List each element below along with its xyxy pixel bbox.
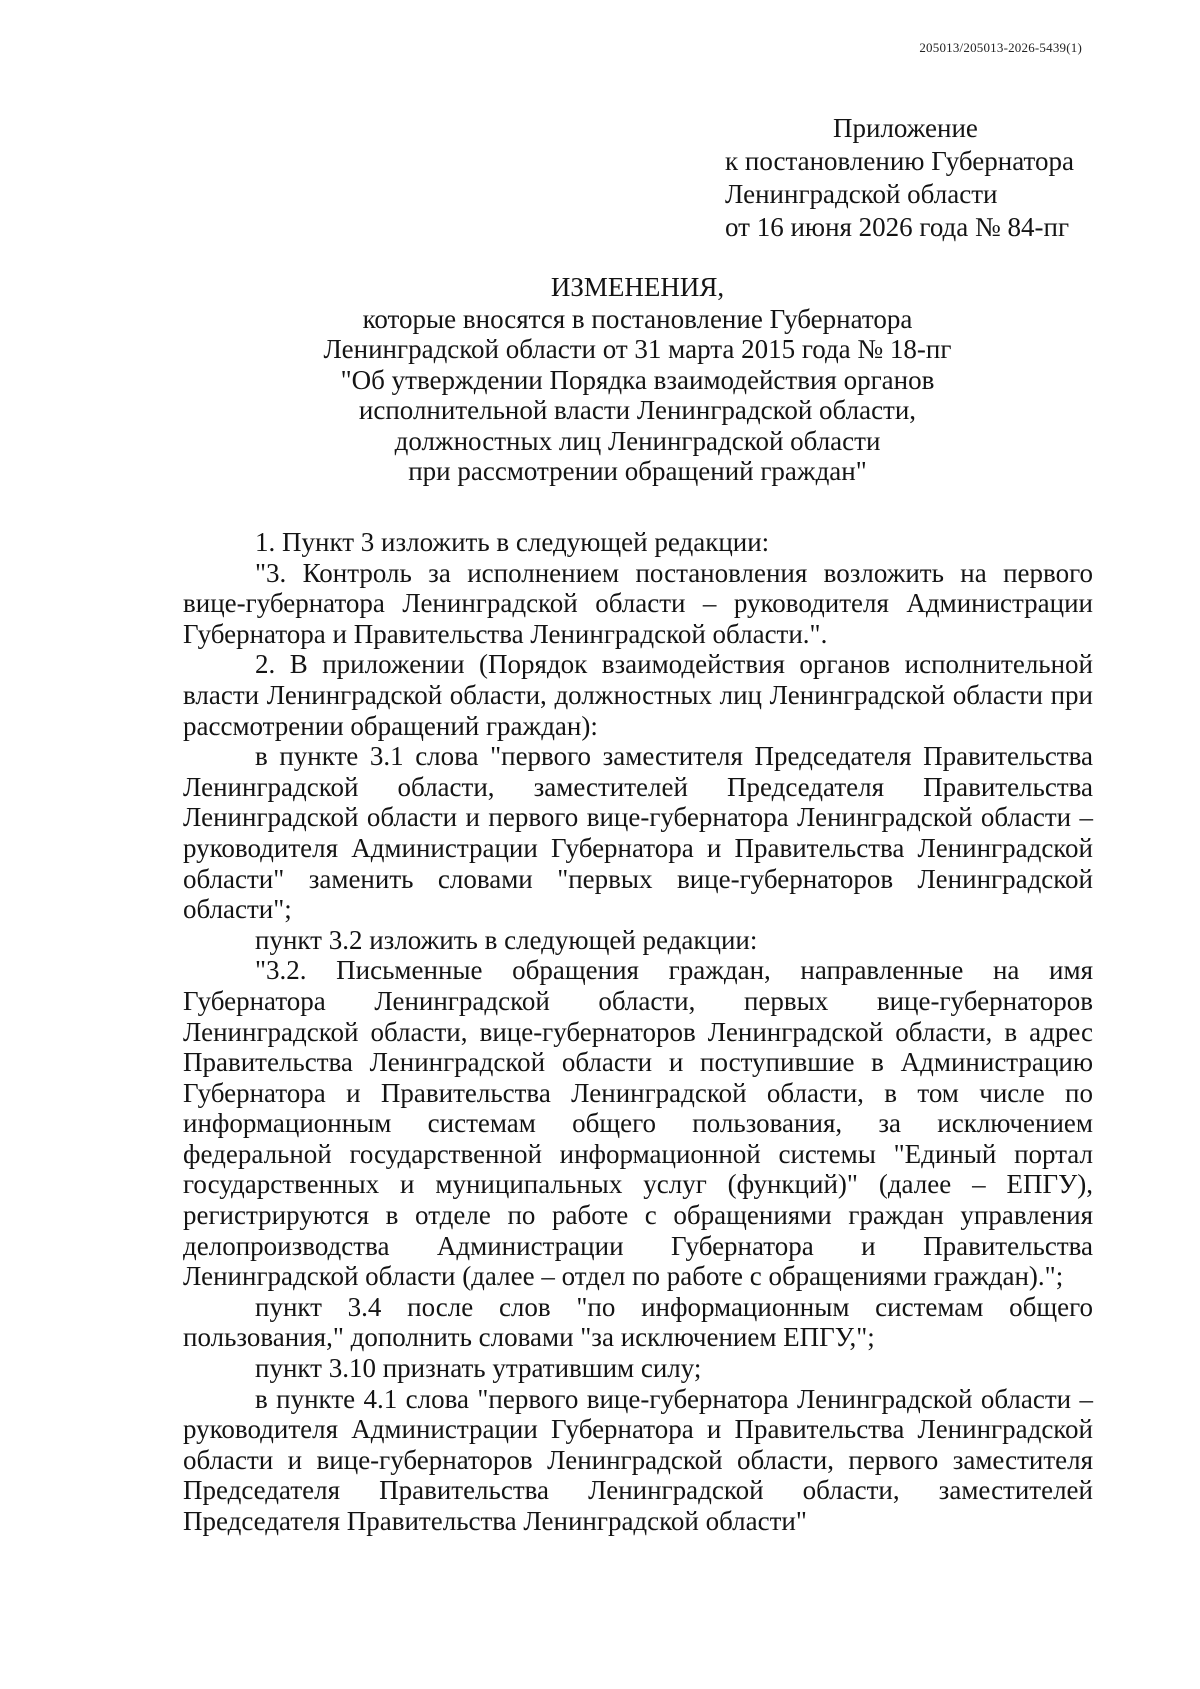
- body-paragraph: пункт 3.4 после слов "по информационным системам общего пользования," дополнить словами "за исключением ЕПГУ,";: [183, 1291, 1093, 1353]
- body-paragraph: "3. Контроль за исполнением постановления возложить на первого вице-губернатора Ленинградской области – руководителя Администрации Губернатора и Правительства Ленинградской области.".: [183, 557, 1093, 649]
- body-paragraph: 2. В приложении (Порядок взаимодействия органов исполнительной власти Ленинградской области, должностных лиц Ленинградской области при рассмотрении обращений граждан):: [183, 649, 1093, 741]
- title-subtitle-line: Ленинградской области от 31 марта 2015 года № 18-пг: [323, 334, 952, 364]
- title-subtitle-line: "Об утверждении Порядка взаимодействия органов: [340, 364, 935, 395]
- appendix-header: [725, 112, 1125, 244]
- body-paragraph: пункт 3.10 признать утратившим силу;: [255, 1353, 702, 1384]
- appendix-line: Приложение: [833, 113, 978, 143]
- title-heading: ИЗМЕНЕНИЯ,: [550, 272, 725, 302]
- body-paragraph: в пункте 3.1 слова "первого заместителя Председателя Правительства Ленинградской области, заместителей Председателя Правительства Ленинградской области и первого вице-губернатора Ленинградской области – руководителя Администрации Губернатора и Правительства Ленинградской области" заменить словами "первых вице-губернаторов Ленинградской области";: [183, 741, 1093, 925]
- title-subtitle-line: должностных лиц Ленинградской области: [394, 425, 881, 456]
- appendix-line: к постановлению Губернатора: [725, 146, 1074, 176]
- body-paragraph: "3.2. Письменные обращения граждан, направленные на имя Губернатора Ленинградской области, первых вице-губернаторов Ленинградской области, вице-губернаторов Ленинградской области, в адрес Правительства Ленинградской области и поступившие в Администрацию Губернатора и Правительства Ленинградской области, в том числе по информационным системам общего пользования, за исключением федеральной государственной информационной системы "Единый портал государственных и муниципальных услуг (функций)" (далее – ЕПГУ), регистрируются в отделе по работе с обращениями граждан управления делопроизводства Администрации Губернатора и Правительства Ленинградской области (далее – отдел по работе с обращениями граждан).";: [183, 955, 1093, 1292]
- appendix-line: от 16 июня 2026 года № 84-пг: [725, 212, 1070, 242]
- appendix-line: Ленинградской области: [725, 179, 998, 209]
- title-subtitle-line: исполнительной власти Ленинградской области,: [358, 395, 917, 425]
- body-paragraph: пункт 3.2 изложить в следующей редакции:: [255, 924, 758, 955]
- document-body: [183, 527, 1093, 1537]
- title-subtitle-line: которые вносятся в постановление Губернатора: [362, 303, 913, 334]
- body-paragraph: в пункте 4.1 слова "первого вице-губернатора Ленинградской области – руководителя Администрации Губернатора и Правительства Ленинградской области и вице-губернаторов Ленинградской области, первого заместителя Председателя Правительства Ленинградской области, заместителей Председателя Правительства Ленинградской области": [183, 1383, 1093, 1536]
- document-title: [180, 272, 1095, 487]
- document-id: 205013/205013-2026-5439(1): [919, 40, 1082, 55]
- title-subtitle-line: при рассмотрении обращений граждан": [408, 456, 867, 486]
- body-paragraph: 1. Пункт 3 изложить в следующей редакции:: [255, 527, 770, 557]
